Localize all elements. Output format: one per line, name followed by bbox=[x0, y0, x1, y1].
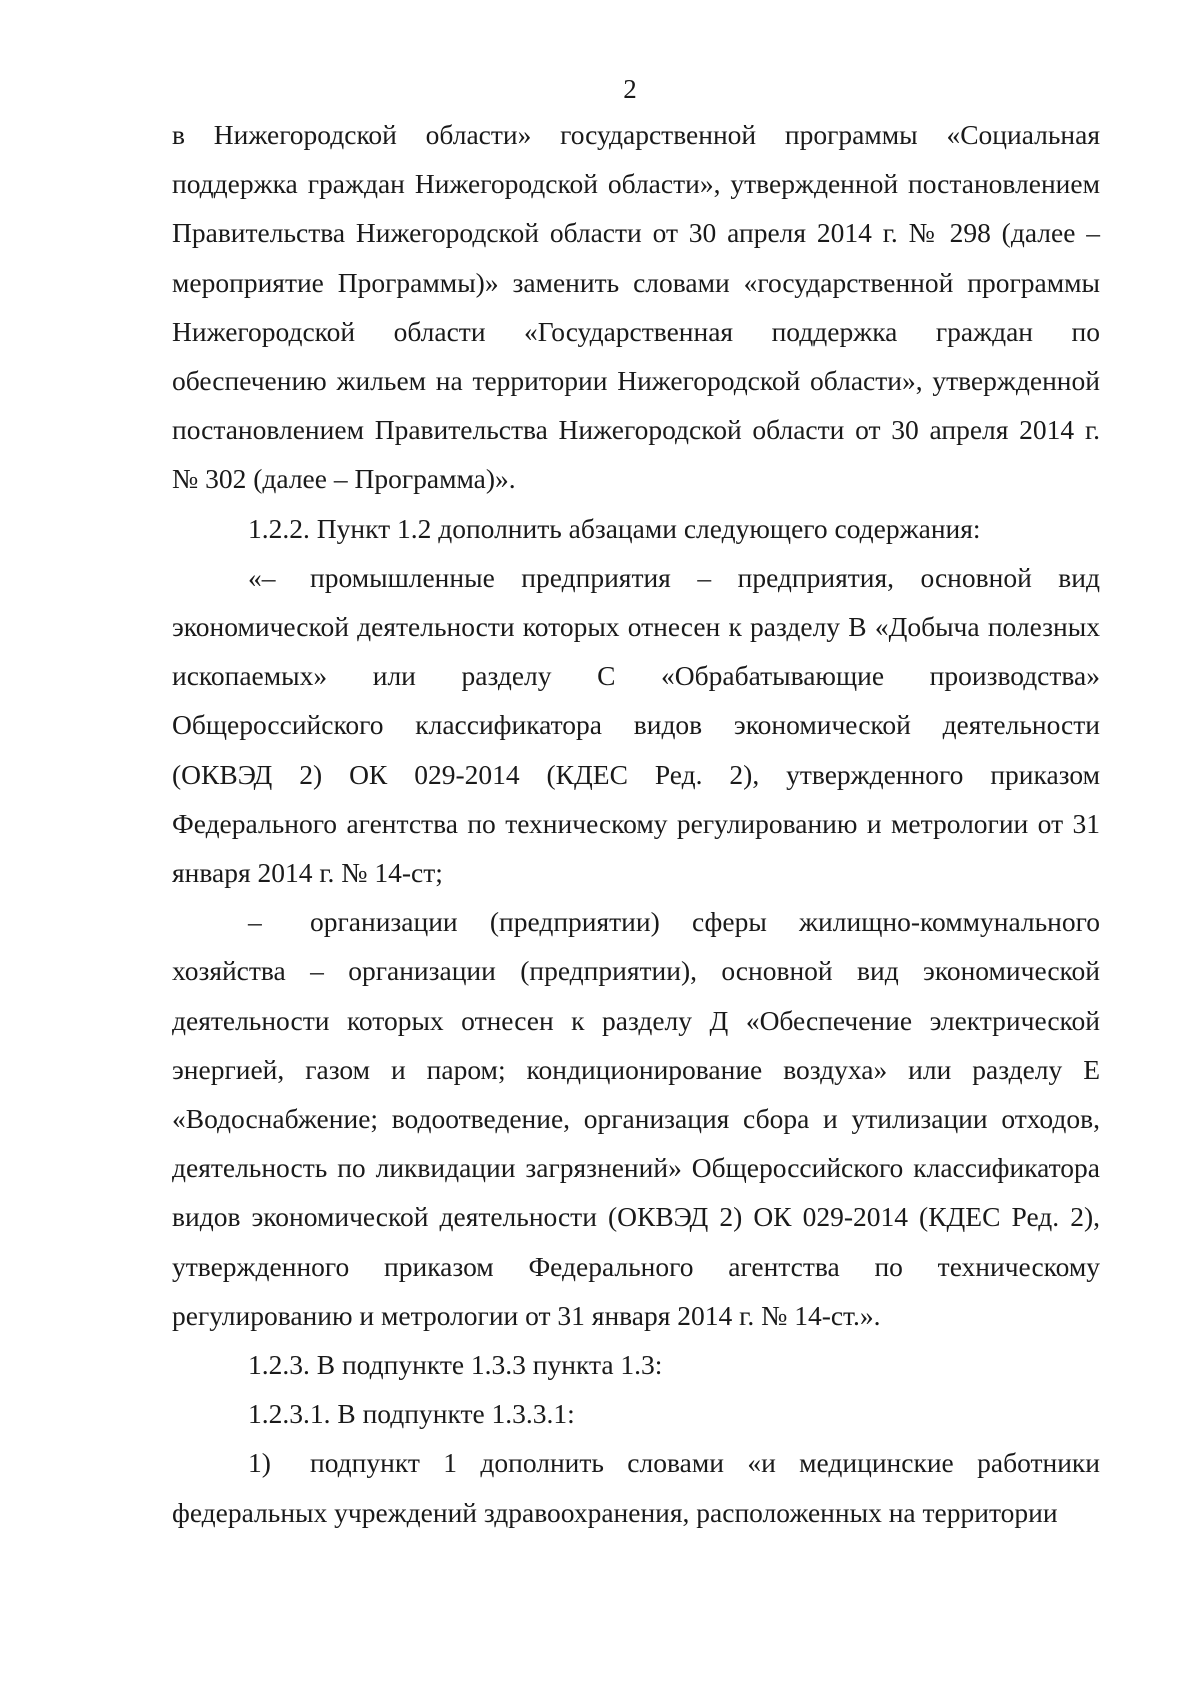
paragraph-text: в Нижегородской области» государственной программы «Социальная поддержка граждан Нижегородской области», утвержденной постановлением Правительства Нижегородской области от 30 апреля 2014 г. № 298 (далее – мероприятие Программы)» заменить словами «государственной программы Нижегородской области «Государственная поддержка граждан по обеспечению жильем на территории Нижегородской области», утвержденной постановлением Правительства Нижегородской области от 30 апреля 2014 г. № 302 (далее – Программа)». bbox=[172, 119, 1100, 495]
page-number: 2 bbox=[623, 74, 637, 104]
paragraph-1-2-2 bbox=[172, 504, 1100, 553]
paragraph-1-2-3 bbox=[172, 1340, 1100, 1389]
paragraph-industrial-enterprises bbox=[172, 553, 1100, 897]
paragraph-text: 1.2.3.1. В подпункте 1.3.3.1: bbox=[248, 1398, 575, 1430]
paragraph-continuation bbox=[172, 110, 1100, 504]
paragraph-subpoint-1 bbox=[172, 1438, 1100, 1536]
paragraph-text: организации (предприятии) сферы жилищно-коммунального хозяйства – организации (предприятии), основной вид экономической деятельности которых отнесен к разделу Д «Обеспечение электрической энергией, газом и паром; кондиционирование воздуха» или разделу Е «Водоснабжение; водоотведение, организация сбора и утилизации отходов, деятельность по ликвидации загрязнений» Общероссийского классификатора видов экономической деятельности (ОКВЭД 2) ОК 029-2014 (КДЕС Ред. 2), утвержденного приказом Федерального агентства по техническому регулированию и метрологии от 31 января 2014 г. № 14-ст.». bbox=[172, 906, 1100, 1331]
paragraph-lead-dash: – bbox=[248, 906, 262, 938]
paragraph-lead-number: 1) bbox=[248, 1447, 271, 1479]
paragraph-lead-dash: «– bbox=[248, 561, 276, 593]
paragraph-text: подпункт 1 дополнить словами «и медицинские работники федеральных учреждений здравоохранения, расположенных на территории bbox=[172, 1447, 1100, 1528]
paragraph-text: 1.2.2. Пункт 1.2 дополнить абзацами следующего содержания: bbox=[248, 512, 981, 544]
paragraph-text: промышленные предприятия – предприятия, основной вид экономической деятельности которых отнесен к разделу В «Добыча полезных ископаемых» или разделу С «Обрабатывающие производства» Общероссийского классификатора видов экономической деятельности (ОКВЭД 2) ОК 029-2014 (КДЕС Ред. 2), утвержденного приказом Федерального агентства по техническому регулированию и метрологии от 31 января 2014 г. № 14-ст; bbox=[172, 561, 1100, 889]
document-body bbox=[172, 110, 1100, 1537]
paragraph-1-2-3-1 bbox=[172, 1389, 1100, 1438]
paragraph-text: 1.2.3. В подпункте 1.3.3 пункта 1.3: bbox=[248, 1349, 663, 1381]
paragraph-housing-utilities bbox=[172, 897, 1100, 1340]
